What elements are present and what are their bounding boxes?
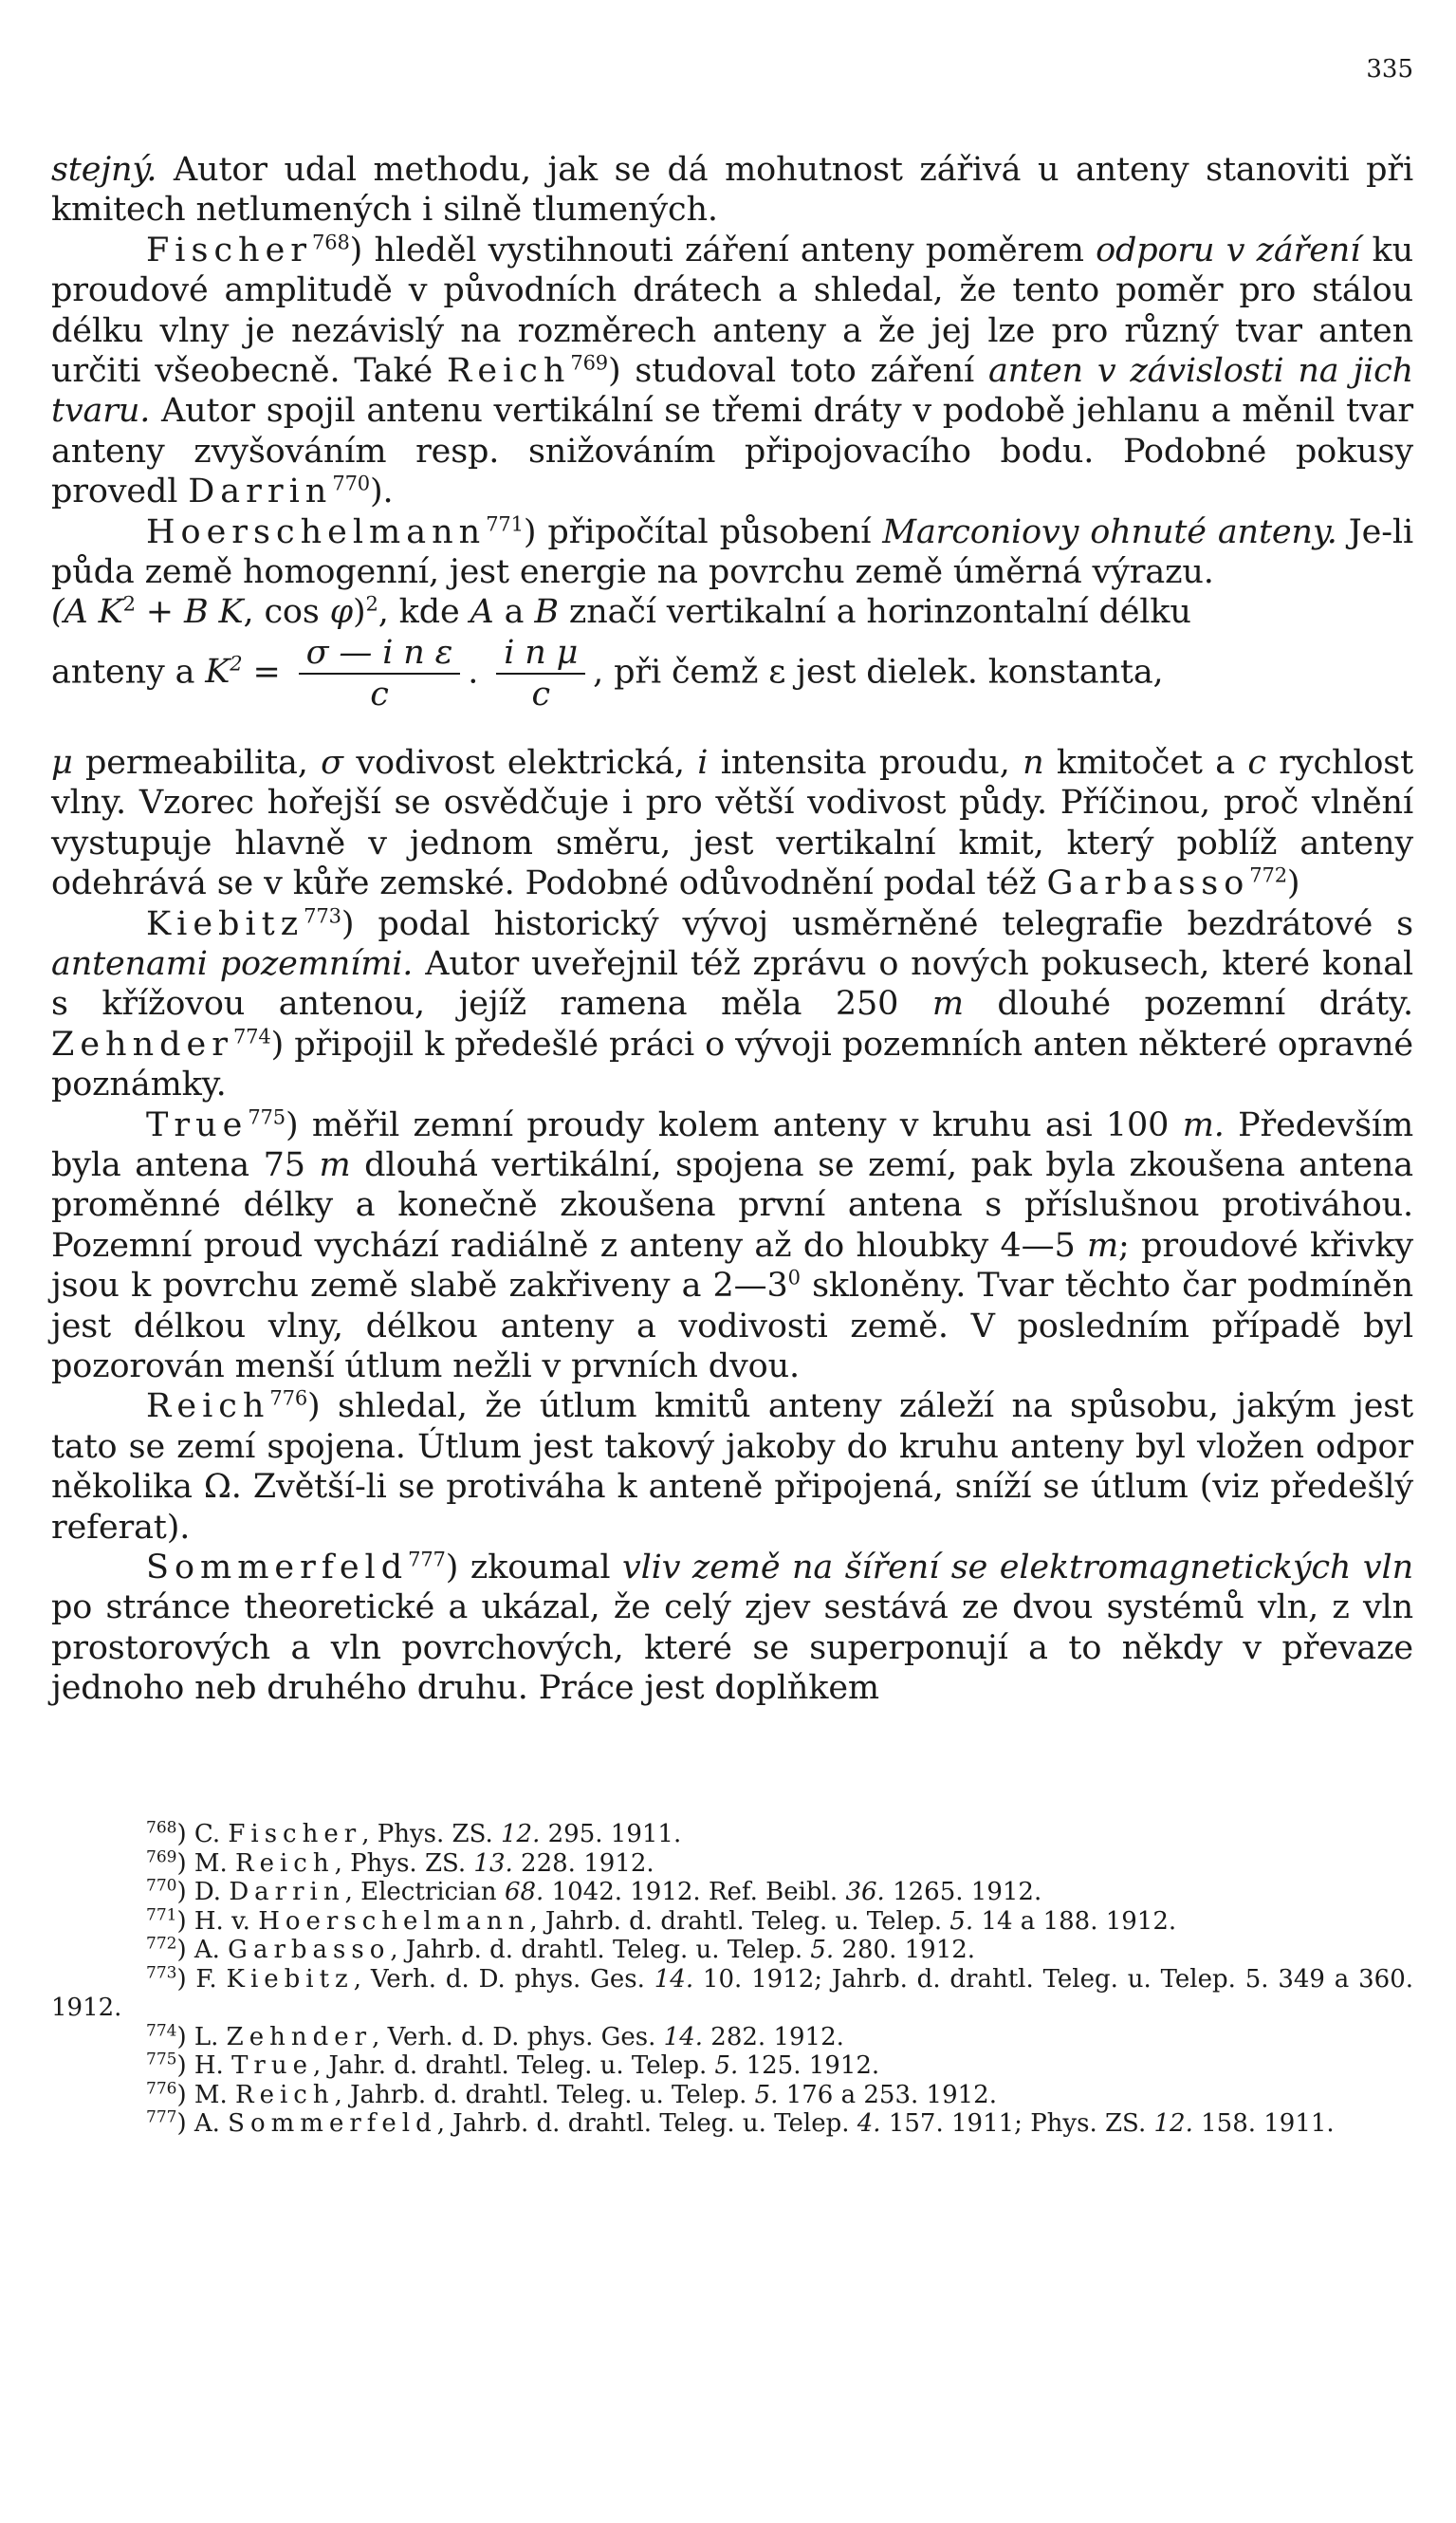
text-run: Reich: [235, 2080, 335, 2109]
reference-marker: 769: [146, 1846, 177, 1866]
text-run: n: [1023, 743, 1044, 782]
footnote-772: [51, 1936, 1413, 1965]
text-run: kmitočet a: [1043, 743, 1248, 782]
reference-marker: 771: [486, 512, 524, 535]
text-run: ) zkoumal: [445, 1549, 622, 1586]
text-run: 12.: [1153, 2109, 1193, 2138]
footnote-768: [51, 1820, 1413, 1849]
text-run: , Verh. d. D. phys. Ges.: [372, 2022, 664, 2051]
text-run: a: [493, 593, 535, 632]
text-run: Zehnder: [51, 1025, 233, 1064]
page-number: 335: [1366, 55, 1413, 83]
reference-marker: 773: [146, 1962, 177, 1982]
text-run: intensita proudu,: [708, 743, 1023, 782]
text-run: , Phys. ZS.: [361, 1820, 501, 1848]
text-run: permeabilita,: [72, 743, 322, 782]
text-run: +: [135, 593, 184, 632]
text-run: skloněny. Tvar těchto čar podmíněn jest délkou vlny, délkou anteny a vodivosti země. V posledním případě byl pozorován menší útlum nežli v prvních dvou.: [51, 1267, 1413, 1385]
text-run: Je-li půda země homogenní, jest energie na povrchu země úměrná výrazu.: [51, 512, 1413, 592]
text-run: ) M.: [176, 2080, 236, 2109]
text-run: odporu v záření: [1096, 231, 1361, 269]
main-text: [51, 150, 1413, 1709]
formula-tail: , při čemž ε jest dielek. konstanta,: [593, 653, 1164, 692]
text-run: 176 a 253. 1912.: [778, 2080, 997, 2109]
text-run: 125. 1912.: [738, 2051, 880, 2080]
text-run: Hoerschelmann: [258, 1906, 530, 1936]
paragraph-1: [51, 150, 1413, 231]
reference-marker: 772: [146, 1934, 177, 1954]
text-run: ): [1286, 864, 1300, 903]
paragraph-2: [51, 231, 1413, 512]
text-run: dlouhé pozemní dráty.: [963, 985, 1414, 1024]
text-run: ) F.: [176, 1964, 227, 1994]
fraction-1-numerator: σ — i n ε: [299, 633, 461, 675]
text-run: ) C.: [176, 1820, 229, 1848]
text-run: Zehnder: [226, 2022, 373, 2051]
text-run: ) shledal, že útlum kmitů anteny záleží na spůsobu, jakým jest tato se zemí spojena. Útlum jest takový jakoby do kruhu anteny byl vložen odpor několika Ω. Zvětší-li se protiváha k anteně připojená, sníží se útlum (viz předešlý referat).: [51, 1387, 1413, 1547]
text-run: ) M.: [176, 1848, 236, 1878]
text-run: 5.: [810, 1936, 835, 1964]
paragraph-5: [51, 904, 1413, 1105]
reference-marker: 2: [365, 592, 378, 616]
text-run: Fischer: [146, 231, 313, 269]
text-run: 280. 1912.: [834, 1936, 976, 1964]
text-run: Sommerfeld: [146, 1549, 409, 1586]
footnote-774: [51, 2020, 1413, 2052]
text-run: 14.: [654, 1964, 694, 1994]
text-run: Garbasso: [228, 1936, 391, 1964]
fraction-1-denominator: c: [370, 675, 389, 714]
text-run: Autor udal methodu, jak se dá mohutnost zářivá u anteny stanoviti při kmitech netlumených i silně tlumených.: [51, 151, 1413, 230]
text-run: 4.: [857, 2109, 881, 2138]
formula-lead: anteny a: [51, 653, 195, 692]
text-run: 68.: [504, 1878, 544, 1906]
text-run: 13.: [473, 1848, 513, 1878]
text-run: φ: [329, 593, 353, 632]
footnote-770: [51, 1878, 1413, 1907]
reference-marker: 0: [787, 1266, 801, 1289]
text-run: 12.: [501, 1820, 541, 1848]
footnote-771: [51, 1904, 1413, 1937]
text-run: 10. 1912; Jahrb. d. drahtl. Teleg. u. Telep. 5. 349 a 360. 1912.: [51, 1964, 1414, 2022]
text-run: 5.: [714, 2051, 739, 2080]
formula-dot: .: [468, 653, 479, 692]
text-run: 5.: [949, 1906, 974, 1936]
text-run: 1265. 1912.: [884, 1878, 1042, 1906]
text-run: Hoerschelmann: [146, 512, 487, 551]
text-run: True: [231, 2051, 313, 2080]
reference-marker: 771: [146, 1904, 177, 1924]
text-run: antenami pozemními.: [51, 944, 414, 983]
text-run: Autor uveřejnil též zprávu o nových pokusech, které konal s křížovou antenou, jejíž ramena měla 250: [51, 944, 1413, 1024]
paragraph-3: [51, 512, 1413, 593]
footnote-775: [51, 2051, 1413, 2081]
text-run: , Jahr. d. drahtl. Teleg. u. Telep.: [312, 2051, 715, 2080]
text-run: ).: [370, 473, 394, 511]
text-run: 157. 1911; Phys. ZS.: [880, 2109, 1154, 2138]
text-run: ku proudové amplitudě v původních drátech a shledal, že tento poměr pro stálou délku vlny je nezávislý na rozměrech anteny a že jej lze pro různý tvar anten určiti všeobecně. Také: [51, 231, 1413, 391]
paragraph-7: [51, 1386, 1413, 1548]
text-run: anten v závislosti na jich tvaru.: [51, 352, 1413, 431]
text-run: ) měřil zemní proudy kolem anteny v kruhu asi 100: [285, 1105, 1183, 1144]
formula-lhs: $K^2$: [205, 652, 243, 692]
reference-marker: 776: [146, 2078, 177, 2098]
text-run: ) podal historický vývoj usměrněné telegrafie bezdrátové s: [341, 904, 1413, 943]
text-run: σ: [321, 743, 343, 782]
text-run: Darrin: [229, 1878, 345, 1906]
text-run: , Jahrb. d. drahtl. Teleg. u. Telep.: [529, 1906, 950, 1936]
text-run: , Jahrb. d. drahtl. Teleg. u. Telep.: [436, 2109, 857, 2138]
text-run: rychlost vlny. Vzorec hořejší se osvědčuje i pro větší vodivost půdy. Příčinou, proč vlnění vystupuje hlavně v jednom směru, jest vertikalní kmit, který poblíž anteny odehrává se v kůře zemské. Podobné odůvodnění podal též: [51, 743, 1413, 903]
text-run: , kde: [378, 593, 470, 632]
text-run: c: [1247, 743, 1266, 782]
text-run: 2: [122, 592, 136, 616]
reference-marker: 773: [304, 903, 341, 927]
reference-marker: 768: [312, 231, 350, 254]
footnote-769: [51, 1846, 1413, 1879]
text-run: 295. 1911.: [540, 1820, 682, 1848]
formula-equals: =: [252, 653, 281, 692]
text-run: vodivost elektrická,: [342, 743, 698, 782]
reference-marker: 777: [146, 2107, 177, 2127]
text-run: Sommerfeld: [228, 2109, 437, 2138]
reference-marker: 774: [146, 2020, 177, 2040]
text-run: B: [534, 593, 559, 632]
text-run: ) L.: [176, 2022, 227, 2051]
text-run: ) D.: [176, 1878, 230, 1906]
text-run: 36.: [845, 1878, 885, 1906]
text-run: , Jahrb. d. drahtl. Teleg. u. Telep.: [390, 1936, 811, 1964]
text-run: ) hleděl vystihnouti záření anteny poměrem: [349, 231, 1097, 269]
text-run: ) H. v.: [176, 1906, 259, 1936]
fraction-2-numerator: i n μ: [496, 633, 585, 675]
text-run: Darrin: [188, 473, 333, 511]
text-run: Kiebitz: [226, 1964, 354, 1994]
reference-marker: 769: [570, 351, 609, 375]
text-run: Reich: [446, 352, 571, 391]
text-run: B K: [183, 593, 244, 632]
formula-fraction-1: [299, 633, 461, 714]
text-run: značí vertikalní a horinzontalní délku: [558, 593, 1191, 632]
text-run: ; proudové křivky jsou k povrchu země slabě zakřiveny a 2—3: [51, 1226, 1414, 1306]
text-run: Reich: [235, 1848, 335, 1878]
text-run: ) připočítal působení: [523, 512, 883, 551]
text-run: , Verh. d. D. phys. Ges.: [353, 1964, 654, 1994]
reference-marker: 776: [269, 1386, 308, 1410]
footnote-776: [51, 2078, 1413, 2110]
text-run: Autor spojil antenu vertikální se třemi dráty v podobě jehlanu a měnil tvar anteny zvyšováním resp. snižováním připojovacího bodu. Podobné pokusy provedl: [51, 392, 1413, 511]
text-run: m: [319, 1145, 351, 1184]
text-run: Kiebitz: [146, 904, 304, 943]
reference-marker: 770: [146, 1876, 177, 1896]
text-run: 228. 1912.: [512, 1848, 654, 1878]
text-run: μ: [51, 743, 73, 782]
text-run: ) A.: [176, 2109, 229, 2138]
reference-marker: 770: [332, 472, 370, 495]
text-run: ) A.: [176, 1936, 229, 1964]
formula-fraction-2: [496, 633, 585, 714]
paragraph-8: [51, 1548, 1413, 1709]
reference-marker: 768: [146, 1818, 177, 1838]
footnote-773: [51, 1962, 1414, 2023]
footnote-777: [51, 2109, 1413, 2139]
text-run: 1042. 1912. Ref. Beibl.: [544, 1878, 846, 1906]
text-run: , Jahrb. d. drahtl. Teleg. u. Telep.: [334, 2080, 755, 2109]
text-run: m: [931, 985, 964, 1024]
text-run: 5.: [754, 2080, 779, 2109]
formula: [51, 633, 1413, 743]
paragraph-4: [51, 743, 1413, 904]
text-run: m: [1087, 1226, 1119, 1265]
text-run: , cos: [243, 593, 330, 632]
formula-intro-line: [51, 592, 1413, 632]
reference-marker: 775: [146, 2050, 177, 2069]
fraction-2-denominator: c: [531, 675, 550, 714]
text-run: A: [470, 593, 494, 632]
reference-marker: 772: [1249, 863, 1287, 887]
text-run: (A K: [51, 593, 123, 632]
text-run: po stránce theoretické a ukázal, že celý zjev sestává ze dvou systémů vln, z vln prostorových a vln povrchových, které se superponují a to někdy v převaze jednoho neb druhého druhu. Práce jest doplňkem: [51, 1588, 1413, 1708]
text-run: ) připojil k předešlé práci o vývoji pozemních anten některé opravné poznámky.: [51, 1025, 1413, 1104]
reference-marker: 777: [408, 1548, 446, 1571]
text-run: Garbasso: [1046, 864, 1250, 903]
text-run: Fischer: [228, 1820, 362, 1848]
reference-marker: 775: [248, 1104, 286, 1128]
text-run: i: [697, 743, 709, 782]
text-run: ): [353, 593, 366, 632]
text-run: vliv země na šíření se elektromagnetických vln: [621, 1549, 1413, 1586]
text-run: Především byla antena 75: [51, 1105, 1413, 1184]
text-run: m.: [1182, 1105, 1225, 1144]
paragraph-6: [51, 1105, 1413, 1387]
text-run: ) studoval toto záření: [608, 352, 988, 391]
text-run: 14.: [663, 2022, 704, 2051]
text-run: True: [146, 1105, 249, 1144]
text-run: dlouhá vertikální, spojena se zemí, pak byla zkoušena antena proměnné délky a konečně zkoušena první antena s příslušnou protiváhou. Pozemní proud vychází radiálně z anteny až do hloubky 4—5: [51, 1145, 1414, 1265]
footnotes: [51, 1820, 1413, 2139]
reference-marker: 774: [232, 1025, 271, 1048]
text-run: Marconiovy ohnuté anteny.: [882, 512, 1337, 551]
text-run: , Electrician: [344, 1878, 505, 1906]
text-run: stejný.: [51, 151, 157, 189]
text-run: , Phys. ZS.: [334, 1848, 474, 1878]
text-run: 158. 1911.: [1192, 2109, 1335, 2138]
text-run: ) H.: [176, 2051, 232, 2080]
text-run: Reich: [146, 1387, 270, 1426]
text-run: 14 a 188. 1912.: [973, 1906, 1177, 1936]
text-run: 282. 1912.: [703, 2022, 844, 2051]
